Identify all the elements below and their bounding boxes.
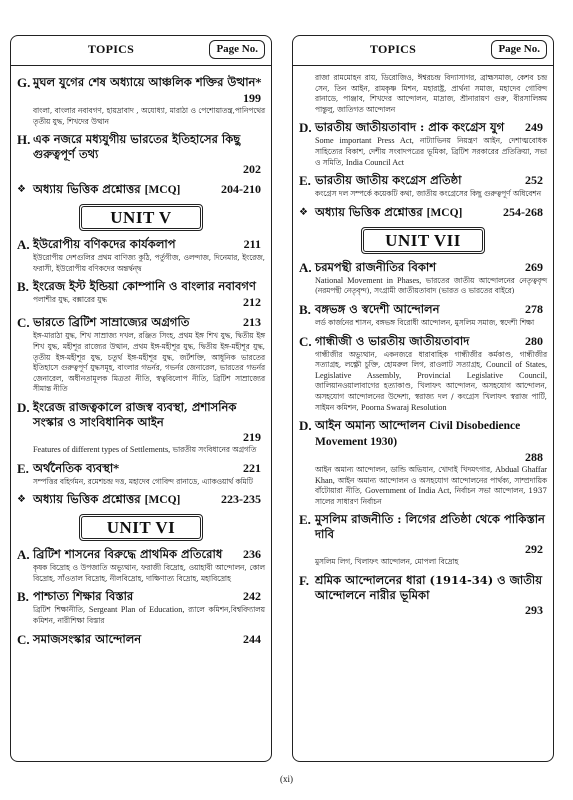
entry-title: সমাজসংস্কার আন্দোলন [33, 631, 142, 646]
entry-desc: ব্রিটিশ শিক্ষানীতি, Sergeant Plan of Education, র‍্যালে কমিশন,বিশ্ববিদ্যালয় কমিশন, নারীশিক্ষা বিস্তার [33, 605, 265, 625]
page-number-footer: (xi) [280, 774, 293, 784]
entry-title: পাশ্চাত্য শিক্ষার বিস্তার [33, 589, 134, 604]
unit-heading: UNIT VI [79, 514, 203, 541]
entry-title: ভারতীয় জাতীয় কংগ্রেস প্রতিষ্ঠা [315, 173, 462, 188]
entry-page: 202 [243, 162, 261, 177]
entry-title: মুসলিম রাজনীতি : লিগের প্রতিষ্ঠা থেকে পাকিস্তান দাবি [315, 512, 545, 542]
toc-entry-mcq[interactable]: ❖ অধ্যায় ভিত্তিক প্রশ্নোত্তর [MCQ] 223-235 [17, 492, 265, 508]
entry-page: 288 [525, 450, 543, 465]
toc-entry-mcq[interactable]: ❖ অধ্যায় ভিত্তিক প্রশ্নোত্তর [MCQ] 204-210 [17, 182, 265, 198]
entry-desc: কৃষক বিদ্রোহ ও উপজাতি অভ্যুত্থান, ফরাজী বিদ্রোহ, ওয়াহাবী আন্দোলন, কোল বিদ্রোহ, সাঁওতাল বিদ্রোহ, নীলবিদ্রোহ, দাক্ষিণাত্য বিদ্রোহ, মহাবিদ্রোহ [33, 563, 265, 583]
toc-entry-d[interactable]: D. আইন অমান্য আন্দোলন Civil Disobedience Movement 1930) 288 আইন অমান্য আন্দোলন, ডান্ডি অভিযান, খোদাই খিদমৎগার, Abdual Ghaffar Khan, আইন অমান্য আন্দোলন ও অসহযোগ আন্দোলনের পার্থক্য, সাম্প্রদায়িক বাঁটোয়ারা নীতি, Government of India Act, নির্বাচন সভা আন্দোলন, 1937 সালের সাধারণ নির্বাচন [299, 418, 547, 506]
entry-page: 269 [525, 259, 543, 274]
entry-title: ভারতীয় জাতীয়তাবাদ : প্রাক কংগ্রেস যুগ [315, 120, 505, 135]
entry-title: ইউরোপীয় বণিকদের কার্যকলাপ [33, 237, 176, 252]
column-header [293, 36, 553, 66]
entry-page: 213 [243, 315, 261, 330]
entry-page: 211 [243, 237, 261, 252]
entry-desc: লর্ড কার্জনের শাসন, বঙ্গভঙ্গ বিরোধী আন্দোলন, মুসলিম সমাজ, স্বদেশী শিক্ষা [315, 317, 535, 327]
entry-page: 292 [525, 542, 543, 557]
entry-page: 236 [243, 547, 261, 562]
entry-title: চরমপন্থী রাজনীতির বিকাশ [315, 259, 437, 274]
entry-page: 204-210 [221, 182, 261, 197]
diamond-bullet-icon: ❖ [299, 206, 308, 218]
entry-title: ইংরেজ রাজত্বকালে রাজস্ব ব্যবস্থা, প্রশাসনিক সংস্কার ও সাংবিধানিক আইন [33, 399, 237, 429]
entry-title: ব্রিটিশ শাসনের বিরুদ্ধে প্রাথমিক প্রতিরোধ [33, 547, 223, 562]
entry-title: বঙ্গভঙ্গ ও স্বদেশী আন্দোলন [315, 301, 440, 316]
toc-entry-mcq[interactable]: ❖ অধ্যায় ভিত্তিক প্রশ্নোত্তর [MCQ] 254-268 [299, 205, 547, 221]
entry-title: গান্ধীজী ও ভারতীয় জাতীয়তাবাদ [315, 333, 470, 348]
toc-entry-a[interactable]: A. ইউরোপীয় বণিকদের কার্যকলাপ 211 ইউরোপীয় দেশগুলির প্রথম বাণিজ্য কুঠি, পর্তুগীজ, ওলন্দাজ, দিনেমার, ইংরেজ, ফরাসী, ইউরোপীয় বণিকদের অন্তর্দ্বন্দ্ব [17, 237, 265, 273]
toc-entry-b[interactable]: B. পাশ্চাত্য শিক্ষার বিস্তার 242 ব্রিটিশ শিক্ষানীতি, Sergeant Plan of Education, র‍্যালে কমিশন,বিশ্ববিদ্যালয় কমিশন, নারীশিক্ষা বিস্তার [17, 589, 265, 625]
entry-desc: কংগ্রেস দল সম্পর্কে কয়েকটি কথা, জাতীয় কংগ্রেসের কিছু গুরুত্বপূর্ণ অধিবেশন [315, 189, 542, 199]
entry-desc: গান্ধীজীর অভ্যুত্থান, একনজরে ধারাবাহিক গান্ধীজীর কর্মকাণ্ড, গান্ধীজীর সত্যাগ্রহ, লক্ষ্ণৌ চুক্তি, হোমরুল লিগ, রাওলাট সত্যাগ্রহ, Council of States, Legislative Assembly, Provincial Legislative Council, জালিয়ানওয়ালাবাগের হত্যাকাণ্ড, খিলাফৎ আন্দোলন, অসহযোগ আন্দোলন, অসহযোগ আন্দোলনের উদ্দেশ্য, স্বরাজ্য দল / কংগ্রেস খিলাফৎ স্বরাজ পার্টি, সাইমন কমিশন, Poorna Swaraj Resolution [315, 349, 547, 412]
toc-entry-e[interactable]: E. ভারতীয় জাতীয় কংগ্রেস প্রতিষ্ঠা 252 কংগ্রেস দল সম্পর্কে কয়েকটি কথা, জাতীয় কংগ্রেসের কিছু গুরুত্বপূর্ণ অধিবেশন [299, 173, 547, 200]
entry-page: 293 [525, 603, 543, 618]
topics-heading: TOPICS [87, 42, 135, 56]
entry-page: 244 [243, 631, 261, 646]
toc-entry-b[interactable]: B. ইংরেজ ইস্ট ইন্ডিয়া কোম্পানি ও বাংলার নবাবগণ পলাশীর যুদ্ধ, বক্সারের যুদ্ধ 212 [17, 279, 265, 310]
entry-desc: আইন অমান্য আন্দোলন, ডান্ডি অভিযান, খোদাই খিদমৎগার, Abdual Ghaffar Khan, আইন অমান্য আন্দোলন ও অসহযোগ আন্দোলনের পার্থক্য, সাম্প্রদায়িক বাঁটোয়ারা নীতি, Government of India Act, নির্বাচন সভা আন্দোলন, 1937 সালের সাধারণ নির্বাচন [315, 465, 547, 506]
toc-entry-g[interactable]: G. মুঘল যুগের শেষ অধ্যায়ে আঞ্চলিক শক্তির উত্থান* 199 বাংলা, বাংলার নবাবগণ, হায়দ্রাবাদ , অযোধ্যা, মারাঠা ও পেশোয়াতন্ত্র,পানিপথের তৃতীয় যুদ্ধ, শিখদের উত্থান [17, 75, 265, 126]
entry-title: মুঘল যুগের শেষ অধ্যায়ে আঞ্চলিক শক্তির উত্থান* [33, 75, 262, 89]
entry-page: 252 [525, 173, 543, 188]
entry-page: 280 [525, 333, 543, 348]
toc-column-left [10, 35, 272, 762]
entry-desc: National Movement in Phases, ভারতের জাতীয় আন্দোলনের নেতৃত্ববৃন্দ (নরমপন্থী নেতৃবৃন্দ), সংগ্রামী জাতীয়তাবাদ (ভারত ও ভারতের বাইরে) [315, 275, 547, 296]
page-no-heading: Page No. [209, 40, 265, 59]
entry-desc: Features of different types of Settlements, ভারতীয় সংবিধানের অগ্রগতি [33, 444, 257, 454]
unit-heading: UNIT V [79, 204, 203, 231]
toc-entry-b[interactable]: B. বঙ্গভঙ্গ ও স্বদেশী আন্দোলন 278 লর্ড কার্জনের শাসন, বঙ্গভঙ্গ বিরোধী আন্দোলন, মুসলিম সমাজ, স্বদেশী শিক্ষা [299, 302, 547, 329]
toc-entry-e[interactable]: E. অর্থনৈতিক ব্যবস্থা* 221 সম্পত্তির বহির্গমন, রমেশচন্দ্র দত্ত, মহাদেব গোবিন্দ রানাডে, এ্যাকওয়ার্থ কমিটি [17, 461, 265, 488]
entry-title: অর্থনৈতিক ব্যবস্থা* [33, 460, 120, 475]
toc-entry-c[interactable]: C. ভারতে ব্রিটিশ সাম্রাজ্যের অগ্রগতি 213 ইঙ্গ-মারাঠা যুদ্ধ, শিখ সাম্রাজ্য দখল, রঞ্জিত সিংহ, প্রথম ইঙ্গ শিখ যুদ্ধ, দ্বিতীয় ইঙ্গ শিখ যুদ্ধ, মহীশূর রাজ্যের উত্থান, প্রথম ইঙ্গ-মহীশূর যুদ্ধ, দ্বিতীয় ইঙ্গ-মহীশূর যুদ্ধ, তৃতীয় ইঙ্গ-মহীশূর যুদ্ধ, চতুর্থ ইঙ্গ-মহীশূর যুদ্ধ, জর্টশক্তি, আধুনিক ভারতের ইতিহাসে গুরুত্বপূর্ণ যুদ্ধসমূহ, বাংলার গভর্নর, গভর্নর জেনারেল, ভারতের গভর্নর জেনারেল, অধীনতামূলক মিত্রতা নীতি, স্বত্ববিলোপ নীতি, ব্রিটিশ সাম্রাজ্যের সীমান্ত নীতি [17, 315, 265, 394]
entry-title: ইংরেজ ইস্ট ইন্ডিয়া কোম্পানি ও বাংলার নবাবগণ [33, 279, 256, 294]
entry-page: 199 [243, 91, 261, 105]
entry-page: 242 [243, 589, 261, 604]
entry-page: 278 [525, 301, 543, 316]
entry-title: শ্রমিক আন্দোলনের ধারা (1914-34) ও জাতীয় আন্দোলনে নারীর ভূমিকা [315, 573, 542, 603]
entry-page: 212 [243, 295, 261, 310]
toc-list [11, 68, 271, 761]
toc-entry-h[interactable]: H. এক নজরে মধ্যযুগীয় ভারতের ইতিহাসের কিছু গুরুত্বপূর্ণ তথ্য 202 [17, 132, 265, 177]
toc-entry-a[interactable]: A. ব্রিটিশ শাসনের বিরুদ্ধে প্রাথমিক প্রতিরোধ 236 কৃষক বিদ্রোহ ও উপজাতি অভ্যুত্থান, ফরাজী বিদ্রোহ, ওয়াহাবী আন্দোলন, কোল বিদ্রোহ, সাঁওতাল বিদ্রোহ, নীলবিদ্রোহ, দাক্ষিণাত্য বিদ্রোহ, মহাবিদ্রোহ [17, 547, 265, 583]
entry-desc: ইঙ্গ-মারাঠা যুদ্ধ, শিখ সাম্রাজ্য দখল, রঞ্জিত সিংহ, প্রথম ইঙ্গ শিখ যুদ্ধ, দ্বিতীয় ইঙ্গ শিখ যুদ্ধ, মহীশূর রাজ্যের উত্থান, প্রথম ইঙ্গ-মহীশূর যুদ্ধ, দ্বিতীয় ইঙ্গ-মহীশূর যুদ্ধ, তৃতীয় ইঙ্গ-মহীশূর যুদ্ধ, চতুর্থ ইঙ্গ-মহীশূর যুদ্ধ, জর্টশক্তি, আধুনিক ভারতের ইতিহাসে গুরুত্বপূর্ণ যুদ্ধসমূহ, বাংলার গভর্নর, গভর্নর জেনারেল, ভারতের গভর্নর জেনারেল, অধীনতামূলক মিত্রতা নীতি, স্বত্ববিলোপ নীতি, ব্রিটিশ সাম্রাজ্যের সীমান্ত নীতি [33, 331, 265, 394]
toc-entry-f[interactable]: F. শ্রমিক আন্দোলনের ধারা (1914-34) ও জাতীয় আন্দোলনে নারীর ভূমিকা 293 [299, 573, 547, 618]
toc-entry-a[interactable]: A. চরমপন্থী রাজনীতির বিকাশ 269 National Movement in Phases, ভারতের জাতীয় আন্দোলনের নেতৃত্ববৃন্দ (নরমপন্থী নেতৃবৃন্দ), সংগ্রামী জাতীয়তাবাদ (ভারত ও ভারতের বাইরে) [299, 259, 547, 296]
entry-page: 254-268 [503, 204, 543, 219]
topics-heading: TOPICS [369, 42, 417, 56]
toc-column-right [292, 35, 554, 762]
entry-desc: সম্পত্তির বহির্গমন, রমেশচন্দ্র দত্ত, মহাদেব গোবিন্দ রানাডে, এ্যাকওয়ার্থ কমিটি [33, 476, 253, 486]
entry-desc: পলাশীর যুদ্ধ, বক্সারের যুদ্ধ [33, 295, 107, 305]
entry-page: 223-235 [221, 492, 261, 507]
column-header [11, 36, 271, 66]
unit-heading: UNIT VII [361, 227, 485, 254]
entry-title: এক নজরে মধ্যযুগীয় ভারতের ইতিহাসের কিছু গুরুত্বপূর্ণ তথ্য [33, 132, 241, 162]
toc-entry-c[interactable]: C. গান্ধীজী ও ভারতীয় জাতীয়তাবাদ 280 গান্ধীজীর অভ্যুত্থান, একনজরে ধারাবাহিক গান্ধীজীর কর্মকাণ্ড, গান্ধীজীর সত্যাগ্রহ, লক্ষ্ণৌ চুক্তি, হোমরুল লিগ, রাওলাট সত্যাগ্রহ, Council of States, Legislative Assembly, Provincial Legislative Council, জালিয়ানওয়ালাবাগের হত্যাকাণ্ড, খিলাফৎ আন্দোলন, অসহযোগ আন্দোলন, অসহযোগ আন্দোলনের উদ্দেশ্য, স্বরাজ্য দল / কংগ্রেস খিলাফৎ স্বরাজ পার্টি, সাইমন কমিশন, Poorna Swaraj Resolution [299, 333, 547, 412]
entry-title: আইন অমান্য আন্দোলন Civil Disobedience Movement 1930) [315, 418, 521, 449]
entry-desc: Some important Press Act, নাট্যাভিনয় নিয়ন্ত্রণ আইন, দেশাত্মবোধক সাহিত্যের বিকাশ, দেশীয় সংবাদপত্রের ভূমিকা, ব্রিটিশ সরকারের প্রতিক্রিয়া, সভা ও সমিতি, India Council Act [315, 136, 547, 167]
diamond-bullet-icon: ❖ [17, 494, 26, 506]
entry-page: 219 [243, 429, 261, 444]
entry-title: ভারতে ব্রিটিশ সাম্রাজ্যের অগ্রগতি [33, 315, 190, 330]
entry-page: 221 [243, 460, 261, 475]
entry-page: 249 [525, 120, 543, 135]
toc-list [293, 68, 553, 761]
entry-desc: ইউরোপীয় দেশগুলির প্রথম বাণিজ্য কুঠি, পর্তুগীজ, ওলন্দাজ, দিনেমার, ইংরেজ, ফরাসী, ইউরোপীয় বণিকদের অন্তর্দ্বন্দ্ব [33, 253, 265, 273]
entry-desc-continued: রাজা রামমোহন রায়, ডিরোজিও, ঈশ্বরচন্দ্র বিদ্যাসাগর, ব্রাহ্মসমাজ, কেশব চন্দ্র সেন, তিন আইন, রামকৃষ্ণ মিশন, মহারাষ্ট্র, প্রার্থনা সমাজ, মহাদেব গোবিন্দ রানাডে, পাঞ্জাব, শিখদের আন্দোলন, মাদ্রাজ, শ্রীনারায়ণ গুরু, বীরসালিঙ্গম পান্তুলু, জাতিগত আন্দোলন [315, 73, 547, 114]
toc-entry-e[interactable]: E. মুসলিম রাজনীতি : লিগের প্রতিষ্ঠা থেকে পাকিস্তান দাবি 292 মুসলিম লিগ, খিলাফৎ আন্দোলন, মোপলা বিদ্রোহ [299, 512, 547, 568]
entry-desc: মুসলিম লিগ, খিলাফৎ আন্দোলন, মোপলা বিদ্রোহ [315, 557, 459, 567]
page-no-heading: Page No. [491, 40, 547, 59]
entry-desc: বাংলা, বাংলার নবাবগণ, হায়দ্রাবাদ , অযোধ্যা, মারাঠা ও পেশোয়াতন্ত্র,পানিপথের তৃতীয় যুদ্ধ, শিখদের উত্থান [33, 106, 265, 126]
toc-entry-d[interactable]: D. ভারতীয় জাতীয়তাবাদ : প্রাক কংগ্রেস যুগ 249 Some important Press Act, নাট্যাভিনয় নিয়ন্ত্রণ আইন, দেশাত্মবোধক সাহিত্যের বিকাশ, দেশীয় সংবাদপত্রের ভূমিকা, ব্রিটিশ সরকারের প্রতিক্রিয়া, সভা ও সমিতি, India Council Act [299, 120, 547, 167]
toc-entry-d[interactable]: D. ইংরেজ রাজত্বকালে রাজস্ব ব্যবস্থা, প্রশাসনিক সংস্কার ও সাংবিধানিক আইন 219 Features of different types of Settlements, ভারতীয় সংবিধানের অগ্রগতি [17, 400, 265, 456]
toc-entry-c[interactable]: C. সমাজসংস্কার আন্দোলন 244 [17, 632, 265, 648]
diamond-bullet-icon: ❖ [17, 184, 26, 196]
